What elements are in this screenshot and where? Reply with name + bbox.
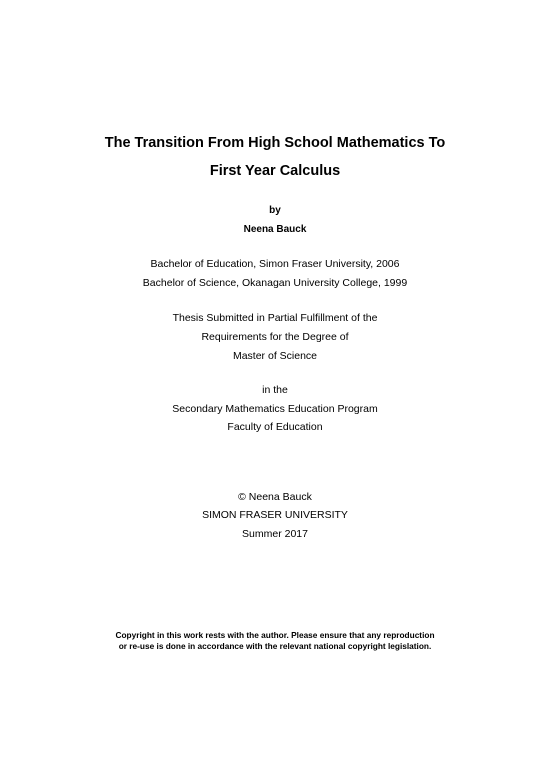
thesis-statement-line-1: Thesis Submitted in Partial Fulfillment of the bbox=[172, 312, 378, 324]
faculty-name: Faculty of Education bbox=[227, 421, 323, 433]
program-name: Secondary Mathematics Education Program bbox=[172, 403, 378, 415]
by-label: by bbox=[269, 205, 281, 216]
thesis-statement-line-2: Requirements for the Degree of bbox=[201, 331, 349, 343]
copyright-holder: © Neena Bauck bbox=[238, 491, 312, 503]
thesis-title-line-1: The Transition From High School Mathematics To bbox=[104, 135, 446, 151]
copyright-notice-line-1: Copyright in this work rests with the author. Please ensure that any reproduction bbox=[115, 630, 435, 640]
author-name: Neena Bauck bbox=[243, 224, 307, 235]
term-year: Summer 2017 bbox=[242, 528, 308, 540]
prior-degree-2: Bachelor of Science, Okanagan University College, 1999 bbox=[142, 277, 408, 289]
prior-degree-1: Bachelor of Education, Simon Fraser University, 2006 bbox=[150, 258, 400, 270]
in-the-label: in the bbox=[262, 384, 288, 396]
copyright-notice-line-2: or re-use is done in accordance with the relevant national copyright legislation. bbox=[118, 641, 432, 651]
thesis-title-line-2: First Year Calculus bbox=[209, 163, 341, 179]
degree-name: Master of Science bbox=[232, 350, 318, 362]
university-name: SIMON FRASER UNIVERSITY bbox=[202, 509, 348, 521]
